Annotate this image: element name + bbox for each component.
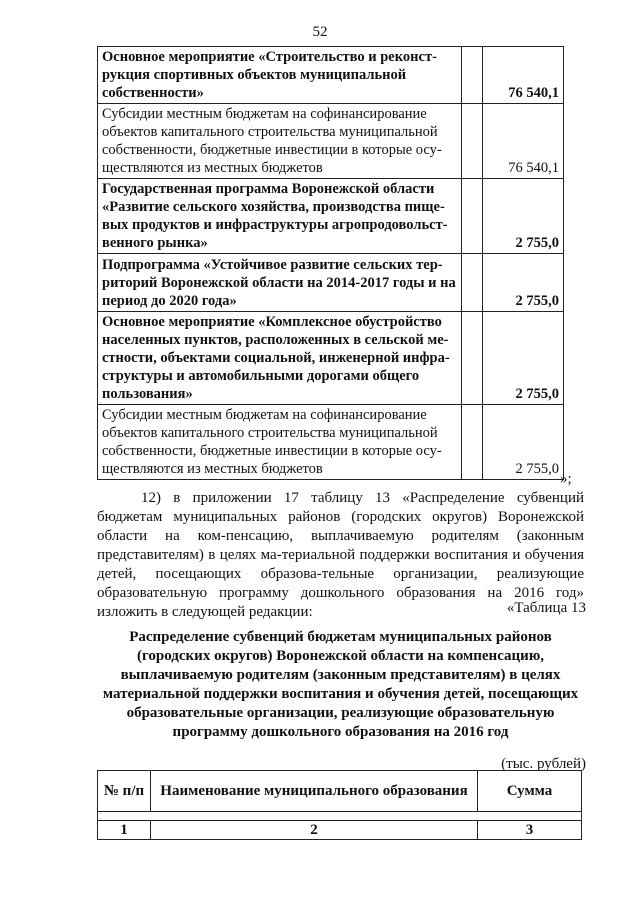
section-title: Распределение субвенций бюджетам муниципальных районов (городских округов) Воронежской области на компенсацию, выплачиваемую родителям (законным представителям) в целях материальной поддержки воспитания и обучения детей, посещающих образовательные организации, реализующие образовательную программу дошкольного образования на 2016 год [102, 629, 579, 740]
row-name: Подпрограмма «Устойчивое развитие сельских тер-риторий Воронежской области на 2014-2017 годы и на период до 2020 года» [98, 254, 462, 312]
table-row [98, 104, 564, 179]
table-row [98, 47, 564, 104]
empty-cell [462, 47, 483, 104]
header-number: № п/п [98, 771, 151, 812]
row-amount: 2 755,0 [483, 179, 564, 254]
empty-cell [462, 254, 483, 312]
budget-table [97, 46, 564, 480]
row-amount: 76 540,1 [483, 47, 564, 104]
table-label: «Таблица 13 [506, 600, 586, 616]
subventions-table [97, 770, 582, 840]
row-amount: 2 755,0 [483, 254, 564, 312]
header-name: Наименование муниципального образования [151, 771, 478, 812]
row-name: Государственная программа Воронежской области «Развитие сельского хозяйства, производства пище-вых продуктов и инфраструктуры агропродовольст-венного рынка» [98, 179, 462, 254]
closing-quote: »; [560, 471, 572, 487]
column-number: 3 [478, 821, 582, 840]
page-number: 52 [312, 24, 328, 40]
table-header-row [98, 771, 582, 812]
table-row [98, 254, 564, 312]
column-number: 2 [151, 821, 478, 840]
row-name: Субсидии местным бюджетам на софинансирование объектов капитального строительства муниципальной собственности, бюджетные инвестиции в которые осу-ществляются из местных бюджетов [98, 104, 462, 179]
table-row [98, 405, 564, 480]
empty-cell [462, 104, 483, 179]
column-number-row [98, 821, 582, 840]
spacer-cell [98, 812, 582, 821]
row-name: Субсидии местным бюджетам на софинансирование объектов капитального строительства муниципальной собственности, бюджетные инвестиции в которые осу-ществляются из местных бюджетов [98, 405, 462, 480]
spacer-row [98, 812, 582, 821]
row-name: Основное мероприятие «Строительство и реконст-рукция спортивных объектов муниципальной собственности» [98, 47, 462, 104]
table-row [98, 179, 564, 254]
empty-cell [462, 312, 483, 405]
column-number: 1 [98, 821, 151, 840]
paragraph-text: 12) в приложении 17 таблицу 13 «Распределение субвенций бюджетам муниципальных районов (городских округов) Воронежской области на ком-пенсацию, выплачиваемую родителям (законным представителям) в целях ма-териальной поддержки воспитания и обучения детей, посещающих образова-тельные организации, реализующие образовательную программу дошкольного образования на 2016 год» изложить в следующей редакции: [97, 490, 584, 620]
table-row [98, 312, 564, 405]
row-amount: 2 755,0 [483, 312, 564, 405]
empty-cell [462, 179, 483, 254]
units-label: (тыс. рублей) [501, 756, 586, 772]
row-name: Основное мероприятие «Комплексное обустройство населенных пунктов, расположенных в сельской ме-стности, объектами социальной, инженерной инфра-структуры и автомобильными дорогами общего пользования» [98, 312, 462, 405]
row-amount: 76 540,1 [483, 104, 564, 179]
header-sum: Сумма [478, 771, 582, 812]
row-amount: 2 755,0 [483, 405, 564, 480]
empty-cell [462, 405, 483, 480]
